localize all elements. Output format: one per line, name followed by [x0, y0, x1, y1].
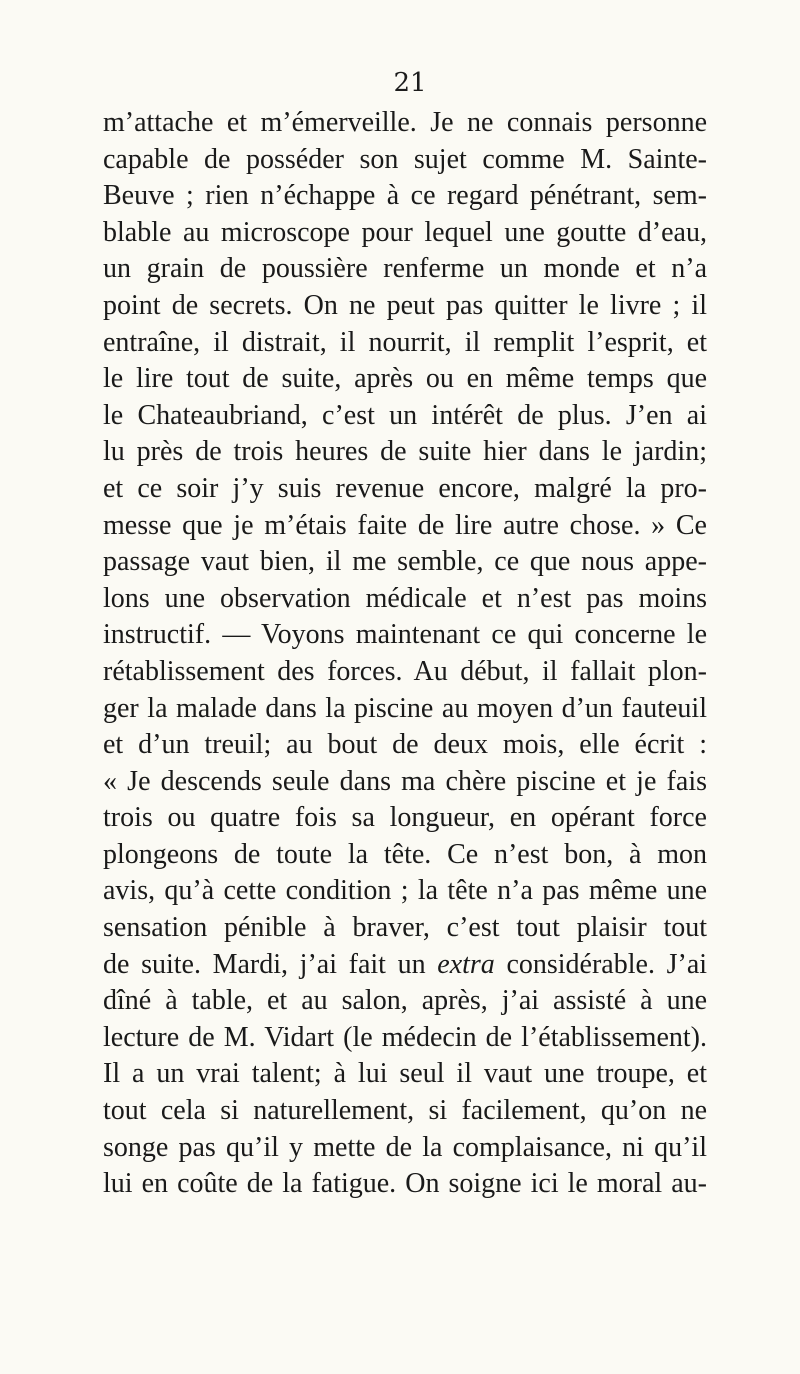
text-line: blable au microscope pour lequel une goutte d’eau, [103, 216, 707, 248]
text-line: trois ou quatre fois sa longueur, en opérant force [103, 802, 707, 834]
body-text [103, 105, 707, 1203]
text-line: rétablissement des forces. Au début, il fallait plon- [103, 655, 707, 687]
text-line: le Chateaubriand, c’est un intérêt de plus. J’en ai [103, 399, 707, 431]
text-line: Beuve ; rien n’échappe à ce regard pénétrant, sem- [103, 180, 707, 212]
text-line: songe pas qu’il y mette de la complaisance, ni qu’il [103, 1131, 707, 1163]
text-line: dîné à table, et au salon, après, j’ai assisté à une [103, 985, 707, 1017]
text-line: et ce soir j’y suis revenue encore, malgré la pro- [103, 472, 707, 504]
text-line: ger la malade dans la piscine au moyen d’un fauteuil [103, 692, 707, 724]
text-line: passage vaut bien, il me semble, ce que nous appe- [103, 546, 707, 578]
text-line: m’attache et m’émerveille. Je ne connais personne [103, 107, 707, 138]
text-line: capable de posséder son sujet comme M. Sainte- [103, 143, 707, 175]
italic-word: extra [437, 948, 495, 980]
text-line: avis, qu’à cette condition ; la tête n’a pas même une [103, 875, 707, 907]
text-line: et d’un treuil; au bout de deux mois, elle écrit : [103, 729, 707, 761]
text-line: lui en coûte de la fatigue. On soigne ici le moral au- [103, 1168, 707, 1200]
text-line: sensation pénible à braver, c’est tout plaisir tout [103, 912, 707, 944]
page-number: 21 [393, 68, 427, 98]
text-line: « Je descends seule dans ma chère piscine et je fais [103, 765, 707, 797]
text-line: lecture de M. Vidart (le médecin de l’établissement). [103, 1021, 707, 1053]
text-line: instructif. — Voyons maintenant ce qui concerne le [103, 619, 707, 651]
text-line: plongeons de toute la tête. Ce n’est bon, à mon [103, 838, 707, 870]
text-line: messe que je m’étais faite de lire autre chose. » Ce [103, 509, 707, 541]
text-line-with-italic [103, 947, 707, 984]
text-line: point de secrets. On ne peut pas quitter le livre ; il [103, 289, 707, 321]
text-segment: de suite. Mardi, j’ai fait un [103, 948, 426, 980]
text-line: un grain de poussière renferme un monde et n’a [103, 253, 707, 285]
text-line: tout cela si naturellement, si facilement, qu’on ne [103, 1095, 707, 1127]
text-line: entraîne, il distrait, il nourrit, il remplit l’esprit, et [103, 326, 707, 358]
text-segment: considérable. J’ai [506, 948, 708, 980]
text-line: le lire tout de suite, après ou en même temps que [103, 363, 707, 395]
text-line: lu près de trois heures de suite hier dans le jardin; [103, 436, 707, 468]
text-line: lons une observation médicale et n’est pas moins [103, 582, 707, 614]
text-line: Il a un vrai talent; à lui seul il vaut une troupe, et [103, 1058, 707, 1090]
